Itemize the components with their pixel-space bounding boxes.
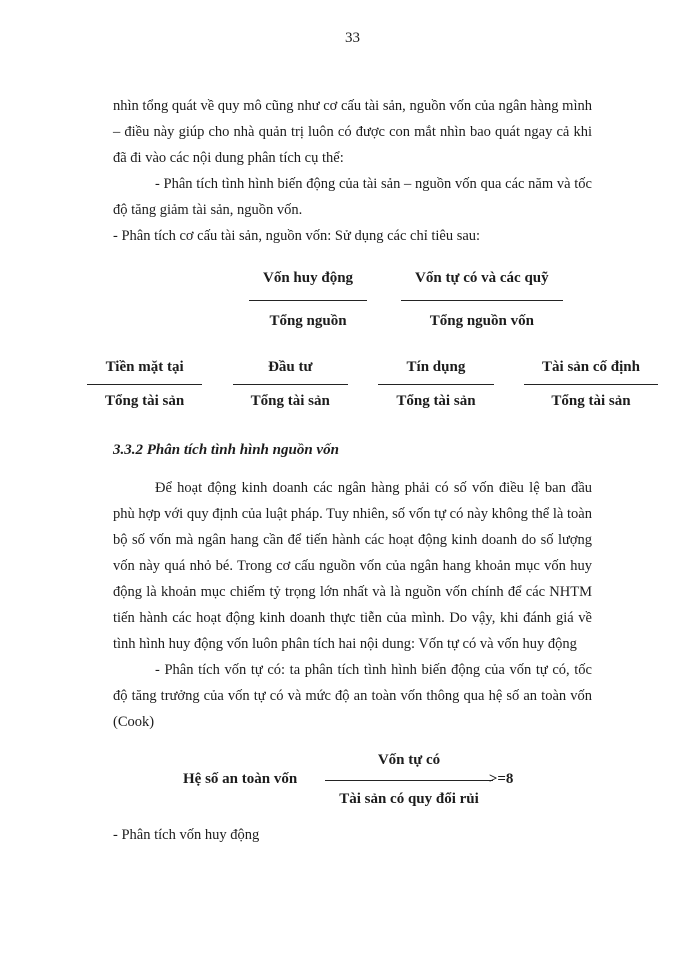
paragraph-bullet-bien-dong: - Phân tích tình hình biến động của tài sản – nguồn vốn qua các năm và tốc độ tăng giảm tài sản, nguồn vốn. (113, 176, 592, 218)
fraction-von-tu-co (415, 267, 549, 332)
paragraph-nguon-von: Để hoạt động kinh doanh các ngân hàng phải có số vốn điều lệ ban đầu phù hợp với quy định của luật pháp. Tuy nhiên, số vốn tự có này không thể là toàn bộ số vốn mà ngân hang cần để tiến hành các hoạt động kinh doanh do số lượng vốn này quá nhỏ bé. Trong cơ cấu nguồn vốn của ngân hang khoản mục vốn huy động là khoản mục chiếm tỷ trọng lớn nhất và là nguồn vốn chính để các NHTM tiến hành các hoạt động kinh doanh thực tiễn của mình. Do vậy, khi đánh giá về tình hình huy động vốn luôn phân tích hai nội dung: Vốn tự có và vốn huy động (113, 480, 592, 652)
fraction-numerator: Tín dụng (406, 359, 466, 375)
fraction-line (524, 384, 658, 385)
fraction-numerator: Vốn tự có và các quỹ (415, 270, 549, 286)
fraction-dau-tu (251, 356, 330, 412)
fraction-line (233, 384, 348, 385)
fraction-cook (339, 749, 479, 810)
fraction-line (249, 300, 367, 301)
paragraph-overview: nhìn tổng quát về quy mô cũng như cơ cấu tài sản, nguồn vốn của ngân hàng mình – điều này giúp cho nhà quản trị luôn có được con mắt nhìn bao quát ngay cả khi đã đi vào các nội dung phân tích cụ thể: (113, 98, 592, 166)
fraction-tien-mat (105, 356, 184, 412)
fraction-tai-san-co-dinh (542, 356, 640, 412)
fraction-denominator: Tổng tài sản (250, 393, 330, 409)
paragraph-von-tu-co: - Phân tích vốn tự có: ta phân tích tình hình biến động của vốn tự có, tốc độ tăng trưởng của vốn tự có và mức độ an toàn vốn thông qua hệ số an toàn vốn (Cook) (113, 662, 592, 730)
cook-ratio-label: Hệ số an toàn vốn (183, 771, 298, 787)
fraction-numerator: Vốn huy động (263, 270, 354, 286)
fraction-denominator: Tài sản có quy đổi rủi (339, 791, 479, 807)
fraction-line (378, 384, 493, 385)
fraction-denominator: Tổng nguồn vốn (429, 313, 534, 329)
fraction-numerator: Tài sản cố định (542, 359, 640, 375)
paragraph-bullet-co-cau: - Phân tích cơ cấu tài sản, nguồn vốn: Sử dụng các chỉ tiêu sau: (113, 228, 481, 244)
fraction-von-huy-dong (263, 267, 353, 332)
fraction-line (325, 780, 493, 781)
formula-cook-ratio (113, 749, 592, 810)
fraction-numerator: Vốn tự có (377, 752, 441, 768)
fraction-line (401, 300, 563, 301)
fraction-numerator: Đầu tư (268, 359, 313, 375)
fraction-tin-dung (396, 356, 475, 412)
fraction-denominator: Tổng tài sản (551, 393, 631, 409)
formula-row-capital-ratios (113, 267, 592, 332)
fraction-denominator: Tổng tài sản (396, 393, 476, 409)
formula-row-asset-ratios (105, 356, 640, 412)
fraction-numerator: Tiền mặt tại (105, 359, 184, 375)
page-number: 33 (345, 30, 360, 46)
paragraph-von-huy-dong: - Phân tích vốn huy động (113, 827, 260, 843)
fraction-line (87, 384, 202, 385)
fraction-denominator: Tổng tài sản (105, 393, 185, 409)
fraction-denominator: Tổng nguồn (269, 313, 347, 329)
section-heading-332: 3.3.2 Phân tích tình hình nguồn vốn (113, 442, 339, 458)
cook-ratio-condition: >=8 (488, 771, 514, 787)
